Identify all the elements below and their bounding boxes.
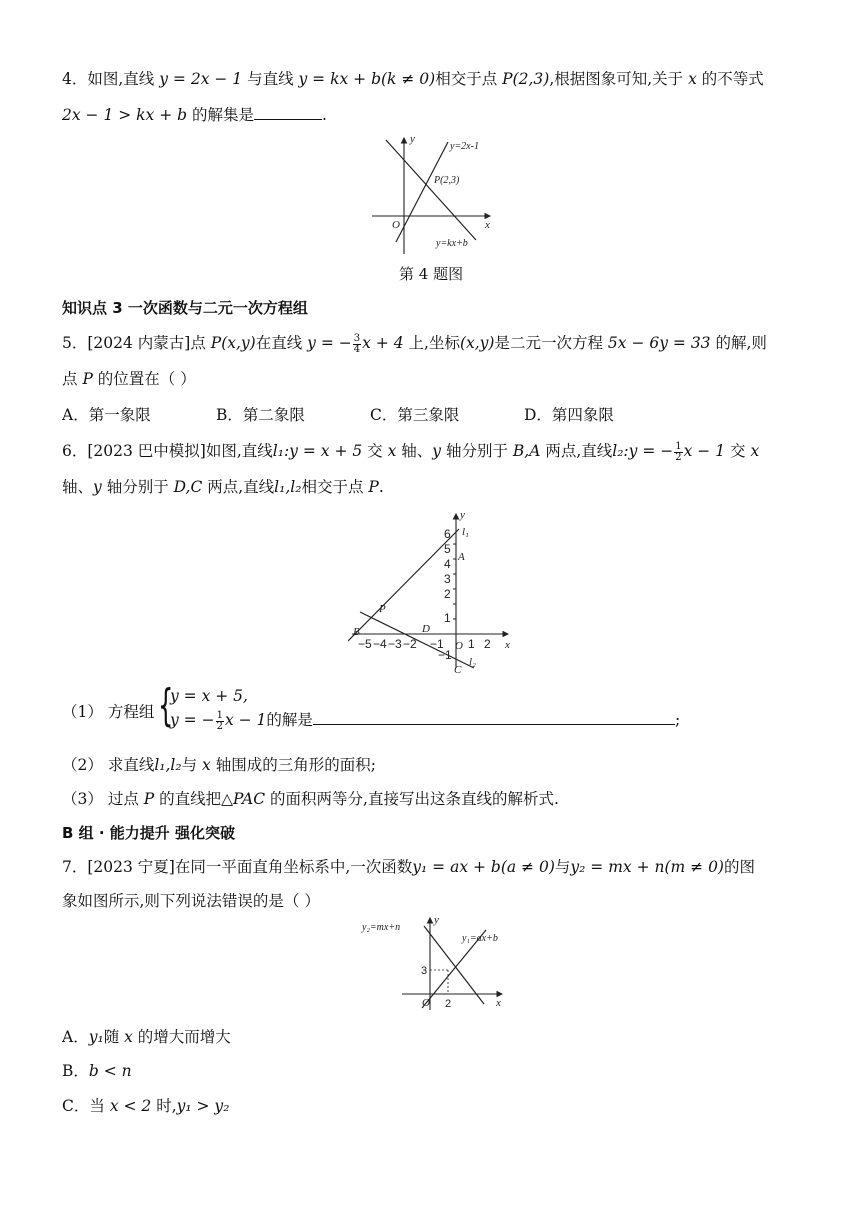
q6-sub1-number: （1）: [62, 703, 103, 721]
q6-ytick: 3: [444, 572, 451, 586]
q6-x-label: x: [505, 639, 510, 651]
q6-text: 相交于点: [301, 478, 369, 496]
q6-ytick: 1: [444, 611, 451, 625]
q6-line-l1: [348, 529, 459, 641]
q6-sub2-text: 轴围成的三角形的面积;: [210, 756, 376, 774]
q6-text: 轴分别于: [441, 442, 513, 460]
q6-point-b: B: [353, 626, 360, 638]
q4-var: x: [688, 70, 697, 88]
q5-text: 的位置在（ ）: [92, 370, 196, 388]
q4-number: 4．: [62, 70, 88, 88]
q6-ytick: −1: [438, 648, 452, 662]
q4-point-label: P(2,3): [434, 175, 460, 186]
q6-point-d: D: [422, 623, 430, 635]
q6-points: D,C: [173, 478, 203, 496]
q6-sys-eq2: y = −: [170, 711, 215, 729]
q5-equation: x + 4: [362, 334, 404, 352]
q4-text: .: [321, 106, 327, 124]
q6-xtick: −5: [358, 637, 372, 651]
q6-ytick: 6: [444, 527, 451, 541]
q7-origin: O: [422, 997, 430, 1009]
q6-text: 两点,直线: [540, 442, 613, 460]
q6-sub1-tail: 的解是: [266, 711, 313, 729]
q4-origin-label: O: [392, 219, 400, 231]
q5-equation: y = −: [307, 334, 352, 352]
q6-sub3: [62, 788, 559, 810]
q7-y1-label: y₁=ax+b: [462, 933, 498, 944]
q7-option-b-label: B．: [62, 1062, 89, 1080]
q4-text: 的解集是: [187, 106, 254, 124]
q4-line1: [62, 68, 764, 90]
q5-line1: [62, 332, 767, 355]
q5-text: 点: [190, 334, 211, 352]
q6-text: .: [378, 478, 384, 496]
q4-text: 的不等式: [696, 70, 764, 88]
q6-points: B,A: [512, 442, 541, 460]
q7-option-b[interactable]: [62, 1060, 132, 1082]
q5-frac-num: 3: [353, 332, 361, 344]
q6-xtick: 1: [468, 637, 475, 651]
q6-xtick: −4: [373, 637, 387, 651]
q6-sys-frac-den: 2: [216, 720, 223, 732]
section-3-heading: 知识点 3 一次函数与二元一次方程组: [62, 299, 308, 317]
q7-source: [2023 宁夏]: [87, 858, 175, 876]
q7-text: 与: [554, 858, 571, 876]
q6-lines: l₁,l₂: [274, 478, 302, 496]
q6-sub1-answer-blank[interactable]: [313, 710, 675, 725]
q6-text: 交: [362, 442, 388, 460]
q7-option-c-text: 时,: [151, 1097, 177, 1115]
q7-option-a-text: 随: [103, 1028, 125, 1046]
q7-text: 的图: [723, 858, 755, 876]
q6-sub2-var: x: [202, 756, 211, 774]
q7-tick-y: 3: [421, 965, 428, 977]
q6-point-c: C: [454, 664, 462, 676]
q4-text: 与直线: [242, 70, 299, 88]
q6-xtick: −2: [403, 637, 417, 651]
q4-inequality: 2x − 1 > kx + b: [62, 106, 188, 124]
q6-sub3-triangle: PAC: [233, 790, 266, 808]
q6-sub2-text: 求直线: [107, 756, 155, 774]
q7-option-c-expr: y₁ > y₂: [176, 1097, 230, 1115]
q7-tick-x: 2: [445, 998, 452, 1010]
q6-text: 轴分别于: [101, 478, 174, 496]
q7-option-b-expr: b < n: [88, 1062, 132, 1080]
q7-option-c-cond: x < 2: [109, 1097, 152, 1115]
q6-sys-fraction: [216, 711, 224, 732]
q6-sys-frac-num: 1: [216, 709, 223, 721]
q6-sub1: [62, 701, 154, 723]
q6-text: 两点,直线: [202, 478, 275, 496]
q5-frac-den: 4: [353, 343, 361, 355]
q7-line2: 象如图所示,则下列说法错误的是（ ）: [62, 892, 320, 910]
q7-option-a-label: A．: [62, 1028, 89, 1046]
q6-system-eq2: [170, 709, 680, 732]
q5-var: P: [82, 370, 93, 388]
q6-sub3-text: 的面积两等分,直接写出这条直线的解析式.: [265, 790, 559, 808]
q6-xtick: −3: [388, 637, 402, 651]
q6-line-l2: x − 1: [683, 442, 726, 460]
q7-function-y2: y₂ = mx + n(m ≠ 0): [570, 858, 724, 876]
q4-line1-label: y=2x-1: [450, 141, 479, 152]
q6-line-l1: l₁:y = x + 5: [272, 442, 363, 460]
q6-system-brace: {: [158, 680, 174, 731]
q5-line2: [62, 368, 196, 390]
q6-y-label: y: [460, 509, 465, 521]
q4-equation-2: y = kx + b(k ≠ 0): [298, 70, 436, 88]
q6-text: 交: [725, 442, 751, 460]
q6-l1-label: l₁: [462, 526, 469, 538]
q6-ytick: 5: [444, 542, 451, 556]
q7-option-c-label: C．: [62, 1097, 90, 1115]
q6-sub1-text: 方程组: [107, 703, 155, 721]
q6-text: 轴、: [62, 478, 94, 496]
q6-sub2: [62, 754, 376, 776]
q4-text: 相交于点: [435, 70, 503, 88]
q6-sub3-number: （3）: [62, 790, 103, 808]
q6-line-l2: l₂:y = −: [612, 442, 674, 460]
q4-text: 如图,直线: [87, 70, 160, 88]
q4-text: ,根据图象可知,关于: [549, 70, 689, 88]
q7-y2-label: y₂=mx+n: [362, 922, 401, 933]
q6-var: x: [750, 442, 760, 460]
q4-y-label: y: [410, 133, 415, 145]
q5-option-d[interactable]: D．第四象限: [524, 406, 614, 424]
q5-equation-2: 5x − 6y = 33: [607, 334, 711, 352]
q6-sub2-number: （2）: [62, 756, 103, 774]
q6-var: y: [432, 442, 442, 460]
q6-ytick: 2: [444, 587, 451, 601]
q5-option-c[interactable]: C．第三象限: [370, 406, 460, 424]
q5-text: 在直线: [255, 334, 308, 352]
q6-sub2-text: 与: [181, 756, 203, 774]
q6-xtick: −1: [430, 637, 444, 651]
q6-number: 6．: [62, 442, 88, 460]
q7-text: 在同一平面直角坐标系中,一次函数: [174, 858, 413, 876]
q6-frac-den: 2: [675, 451, 682, 463]
q7-option-a-var: y₁: [88, 1028, 104, 1046]
q4-figure: [368, 132, 498, 256]
q6-l2-label: l₂: [469, 656, 476, 668]
q7-line1: [62, 856, 755, 878]
q5-text: 是二元一次方程: [494, 334, 608, 352]
q6-fraction: [674, 442, 682, 463]
q6-system-eq1: y = x + 5,: [170, 687, 248, 705]
q7-option-a-text: 的增大而增大: [132, 1028, 231, 1046]
q5-fraction: [353, 334, 361, 355]
q5-coord: (x,y): [459, 334, 495, 352]
q7-number: 7．: [62, 858, 88, 876]
q6-sub3-text: 过点: [107, 790, 144, 808]
q4-x-label: x: [485, 219, 490, 231]
q4-equation-1: y = 2x − 1: [159, 70, 243, 88]
q5-option-a[interactable]: A．第一象限: [62, 406, 151, 424]
q6-sys-eq2: x − 1: [224, 711, 267, 729]
q7-function-y1: y₁ = ax + b(a ≠ 0): [412, 858, 555, 876]
q6-sub3-text: 的直线把△: [154, 790, 234, 808]
q6-line1: [62, 440, 759, 463]
q7-option-a-var: x: [124, 1028, 133, 1046]
q6-origin: O: [455, 640, 463, 652]
q7-y-label: y: [434, 914, 439, 926]
q6-ytick: 4: [444, 557, 451, 571]
q4-line2: [62, 104, 327, 126]
section-b-heading: B 组 · 能力提升 强化突破: [62, 824, 236, 842]
q5-point: P(x,y): [210, 334, 256, 352]
q6-source: [2023 巴中模拟]: [87, 442, 206, 460]
q6-point-p: P: [379, 603, 386, 615]
q5-option-b[interactable]: B．第二象限: [216, 406, 305, 424]
q6-var: P: [368, 478, 379, 496]
q5-source: [2024 内蒙古]: [87, 334, 191, 352]
q6-figure: [348, 508, 518, 676]
q6-sub2-lines: l₁,l₂: [154, 756, 182, 774]
q6-sub1-end: ;: [674, 711, 681, 729]
q6-text: 如图,直线: [205, 442, 273, 460]
q7-figure: [360, 914, 510, 1014]
q7-option-a[interactable]: [62, 1026, 231, 1048]
q6-xtick: 2: [484, 637, 491, 651]
q6-point-a: A: [458, 551, 465, 563]
q6-var: y: [93, 478, 102, 496]
q4-answer-blank[interactable]: [254, 105, 322, 120]
q4-caption: 第 4 题图: [399, 265, 464, 283]
q4-line2-label: y=kx+b: [436, 238, 468, 249]
q5-text: 的解,则: [710, 334, 767, 352]
q6-text: 轴、: [396, 442, 433, 460]
q6-line2: [62, 476, 384, 498]
q5-text: 上,坐标: [403, 334, 460, 352]
q7-option-c[interactable]: [62, 1095, 229, 1117]
q7-option-c-text: 当: [89, 1097, 110, 1115]
q6-frac-num: 1: [675, 440, 682, 452]
q6-var: x: [387, 442, 397, 460]
q5-text: 点: [62, 370, 83, 388]
q6-sub3-var: P: [143, 790, 155, 808]
q7-x-label: x: [496, 997, 501, 1009]
q5-number: 5．: [62, 334, 88, 352]
q4-point: P(2,3): [502, 70, 550, 88]
q5-options: [62, 404, 614, 426]
